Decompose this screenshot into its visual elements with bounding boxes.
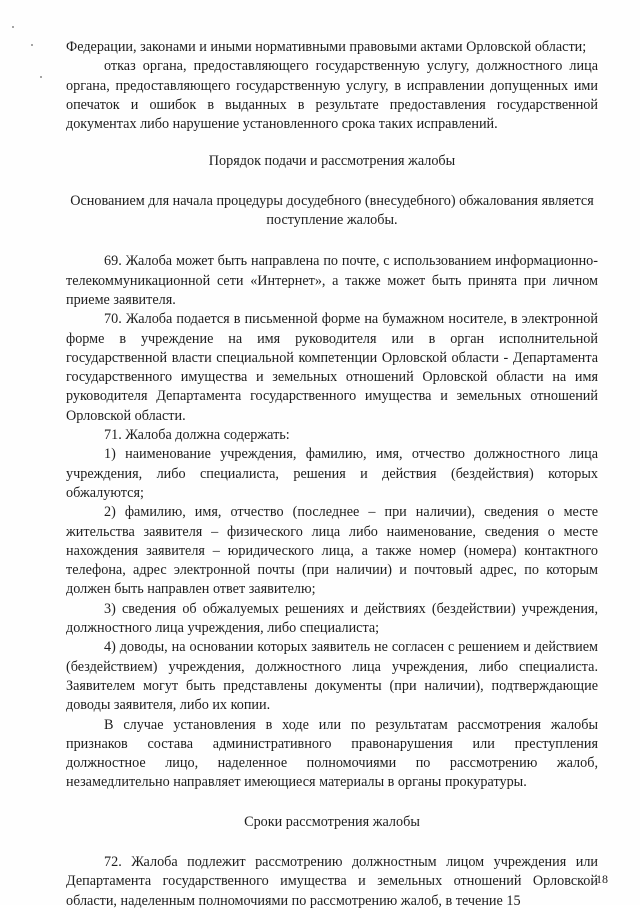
paragraph-71-item-3: 3) сведения об обжалуемых решениях и действиях (бездействии) учреждения, должностного лица учреждения, либо специалиста; — [66, 600, 598, 637]
paragraph-71-item-1: 1) наименование учреждения, фамилию, имя, отчество должностного лица учреждения, либо специалиста, решения и действия (бездействия) которых обжалуются; — [66, 446, 598, 501]
paragraph-70: 70. Жалоба подается в письменной форме на бумажном носителе, в электронной форме в учреждение на имя руководителя или в орган исполнительной государственной власти специальной компетенции Орловской области - Департамента государственного имущества и земельных отношений Орловской области на имя руководителя Департамента государственного имущества и земельных отношений Орловской области. — [66, 311, 598, 424]
paragraph-prosecution: В случае установления в ходе или по результатам рассмотрения жалобы признаков состава административного правонарушения или преступления должностное лицо, наделенное полномочиями по рассмотрению жалоб, незамедлительно направляет имеющиеся материалы в органы прокуратуры. — [66, 716, 598, 791]
scan-speck — [40, 76, 42, 78]
section-subheading-grounds: Основанием для начала процедуры досудебного (внесудебного) обжалования является поступление жалобы. — [70, 192, 594, 229]
scan-speck — [12, 26, 14, 28]
paragraph-72: 72. Жалоба подлежит рассмотрению должностным лицом учреждения или Департамента государственного имущества и земельных отношений Орловской области, наделенным полномочиями по рассмотрению жалоб, в течение 15 — [66, 853, 598, 909]
page-number: 18 — [596, 872, 608, 886]
document-body — [66, 38, 598, 911]
scan-speck — [31, 44, 33, 46]
paragraph-refusal: отказ органа, предоставляющего государственную услугу, должностного лица органа, предоставляющего государственную услугу, в исправлении допущенных ими опечаток и ошибок в выданных в результате предоставления государственной документах либо нарушение установленного срока таких исправлений. — [66, 58, 598, 133]
paragraph-71: 71. Жалоба должна содержать: — [104, 427, 290, 444]
paragraph-69: 69. Жалоба может быть направлена по почте, с использованием информационно-телекоммуникационной сети «Интернет», а также может быть принята при личном приеме заявителя. — [66, 253, 598, 308]
paragraph-71-item-2: 2) фамилию, имя, отчество (последнее – при наличии), сведения о месте жительства заявителя – физического лица либо наименование, сведения о месте нахождения заявителя – юридического лица, а также номер (номера) контактного телефона, адрес электронной почты (при наличии) и почтовый адрес, по которым должен быть направлен ответ заявителю; — [66, 504, 598, 598]
paragraph-continuation: Федерации, законами и иными нормативными правовыми актами Орловской области; — [66, 39, 587, 55]
section-heading-deadlines: Сроки рассмотрения жалобы — [244, 813, 420, 830]
paragraph-71-item-4: 4) доводы, на основании которых заявитель не согласен с решением и действием (бездействием) учреждения, должностного лица учреждения, либо специалиста. Заявителем могут быть представлены документы (при наличии), подтверждающие доводы заявителя, либо их копии. — [66, 639, 598, 714]
section-heading-submission: Порядок подачи и рассмотрения жалобы — [208, 153, 456, 170]
